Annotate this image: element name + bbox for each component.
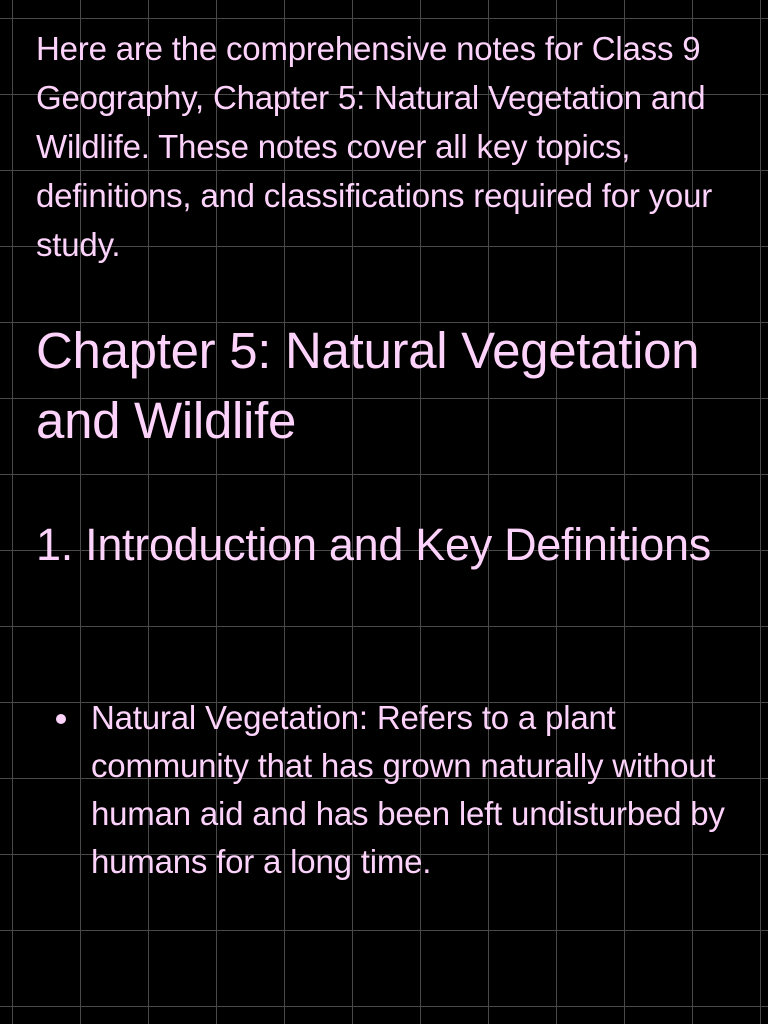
- list-item: [36, 694, 726, 886]
- section-heading: 1. Introduction and Key Definitions: [36, 519, 711, 570]
- definitions-list: [36, 694, 726, 886]
- intro-paragraph: Here are the comprehensive notes for Class 9 Geography, Chapter 5: Natural Vegetation and Wildlife. These notes cover all key topics, definitions, and classifications required for your study.: [36, 30, 713, 263]
- bullet-icon: [56, 714, 66, 724]
- chapter-title: Chapter 5: Natural Vegetation and Wildlife: [36, 322, 700, 449]
- definition-text: Natural Vegetation: Refers to a plant community that has grown naturally without human aid and has been left undisturbed by humans for a long time.: [91, 699, 725, 880]
